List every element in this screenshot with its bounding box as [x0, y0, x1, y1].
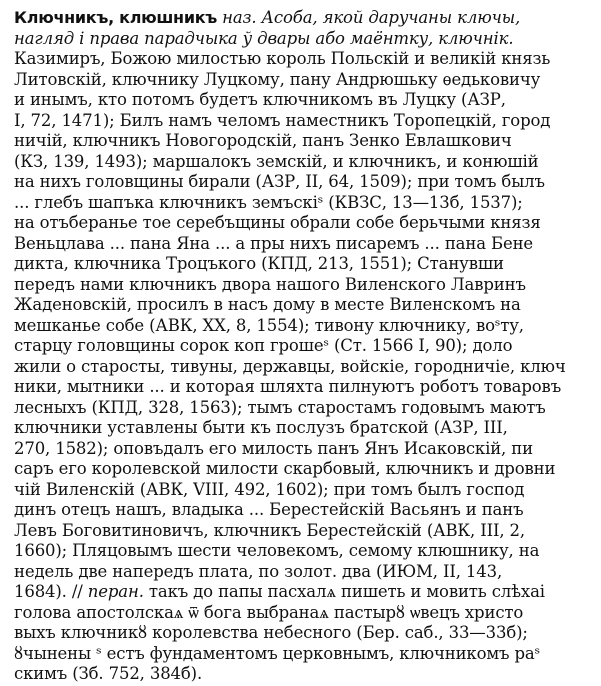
entry-line — [14, 275, 596, 296]
citation-text: старцу головщины сорок коп грошеˢ (Ст. 1566 I, 90); доло — [14, 336, 513, 355]
entry-line — [14, 336, 596, 357]
entry-line — [14, 459, 596, 480]
citation-text: выхъ ключникȣ королевства небесного (Бер. саб., 33—33б); — [14, 623, 528, 642]
citation-text: Левъ Боговитиновичъ, ключникъ Берестейскiй (АВК, III, 2, — [14, 520, 525, 540]
entry-line — [14, 8, 596, 29]
entry-line — [14, 480, 596, 501]
citation-text: ничiй, ключникъ Новогородскiй, панъ Зенко Евлашкович — [14, 131, 512, 150]
entry-line — [14, 562, 596, 583]
citation-text: саръ его королевской милости скарбовый, ключникъ и дровни — [14, 459, 556, 478]
entry-line — [14, 254, 596, 275]
entry-line — [14, 234, 596, 255]
definition-text: наз. Асоба, якой даручаны ключы, — [217, 8, 521, 27]
citation-text: Жаденовскiй, просилъ в насъ дому в месте Виленскомъ на — [14, 295, 521, 314]
citation-text: ключники уставлены быти къ послузъ братской (АЗР, III, — [14, 418, 508, 437]
definition-text: нагляд і права парадчыка ў двары або маёнтку, ключнік. — [14, 28, 514, 48]
entry-line — [14, 316, 596, 337]
citation-text: такъ до папы пасхалѧ пишеть и мовить слѣхаi — [143, 582, 545, 601]
entry-line — [14, 603, 596, 624]
citation-text: естъ фундаментомъ церковнымъ, ключникомъ ра — [101, 643, 535, 663]
dictionary-entry — [14, 8, 596, 685]
entry-line — [14, 398, 596, 419]
entry-line — [14, 172, 596, 193]
citation-text: I, 72, 1471); Билъ намъ челомъ наместникъ Торопецкiй, город — [14, 110, 551, 130]
entry-line — [14, 623, 596, 644]
entry-line — [14, 439, 596, 460]
entry-line — [14, 418, 596, 439]
citation-text: мешканье собе (АВК, XX, 8, 1554); тивону ключнику, воˢту, — [14, 315, 524, 335]
entry-line — [14, 111, 596, 132]
citation-text: на отъберанье тое серебъщины обрали собе берьчыми князя — [14, 213, 541, 232]
citation-text: динъ отецъ нашъ, владыка ... Берестейскiй Васьянъ и панъ — [14, 500, 524, 519]
citation-text: Казимиръ, Божою милостью король Польскiй и великiй князь — [14, 49, 551, 68]
entry-line — [14, 193, 596, 214]
citation-text: ȣчынены — [14, 643, 97, 663]
entry-line — [14, 295, 596, 316]
citation-text: на нихъ головщины бирали (АЗР, II, 64, 1509); при томъ былъ — [14, 172, 545, 191]
citation-text: скимъ (Зб. 752, 384б). — [14, 664, 203, 683]
entry-line — [14, 131, 596, 152]
citation-text: голова апостолскаѧ ѿ бога выбранаѧ пастырȣ ѡвецъ христо — [14, 602, 524, 622]
citation-text: ˢ — [96, 643, 102, 663]
citation-text: 1684). // — [14, 582, 88, 601]
entry-line — [14, 664, 596, 685]
entry-line — [14, 582, 596, 603]
citation-text: (КЗ, 139, 1493); маршалокъ земскiй, и ключникъ, и конюшiй — [14, 151, 539, 171]
citation-text: жили о старосты, тивуны, державцы, войскiе, городничiе, ключ — [14, 356, 566, 376]
citation-text: недель две напередъ плата, по золот. два (ИЮМ, II, 143, — [14, 561, 503, 581]
entry-line — [14, 521, 596, 542]
entry-line — [14, 541, 596, 562]
entry-line — [14, 644, 596, 665]
citation-text: ники, мытники ... и которая шляхта пилнуютъ роботъ товаровъ — [14, 377, 562, 396]
entry-line — [14, 49, 596, 70]
citation-text: дикта, ключника Троцъкого (КПД, 213, 1551); Станувши — [14, 254, 504, 273]
entry-line — [14, 357, 596, 378]
entry-line — [14, 29, 596, 50]
entry-line — [14, 152, 596, 173]
entry-line — [14, 500, 596, 521]
citation-text: и инымъ, кто потомъ будетъ ключникомъ въ Луцку (АЗР, — [14, 90, 506, 109]
citation-text: чiй Виленскiй (АВК, VIII, 492, 1602); при томъ былъ господ — [14, 479, 525, 499]
citation-text: Литовскiй, ключнику Луцкому, пану Андрюшьку ѳедьковичу — [14, 69, 541, 89]
citation-text: лесныхъ (КПД, 328, 1563); тымъ старостамъ годовымъ маютъ — [14, 397, 546, 417]
citation-text: 270, 1582); оповъдалъ его милость панъ Янъ Исаковскiй, пи — [14, 438, 533, 458]
citation-text: ... глебъ шапъка ключникъ земъскiˢ (КВЗС, 13—13б, 1537); — [14, 192, 523, 212]
definition-text: перан. — [87, 582, 144, 601]
entry-line — [14, 377, 596, 398]
entry-line — [14, 90, 596, 111]
headword: Ключникъ, клюшникъ — [14, 8, 218, 27]
entry-line — [14, 70, 596, 91]
entry-line — [14, 213, 596, 234]
citation-text: Веньцлава ... пана Яна ... а пры нихъ писаремъ ... пана Бене — [14, 233, 534, 253]
citation-text: 1660); Пляцовымъ шести человекомъ, семому клюшнику, на — [14, 541, 540, 560]
citation-text: ˢ — [534, 643, 541, 663]
citation-text: передъ нами ключникъ двора нашого Виленского Лавринъ — [14, 274, 526, 294]
